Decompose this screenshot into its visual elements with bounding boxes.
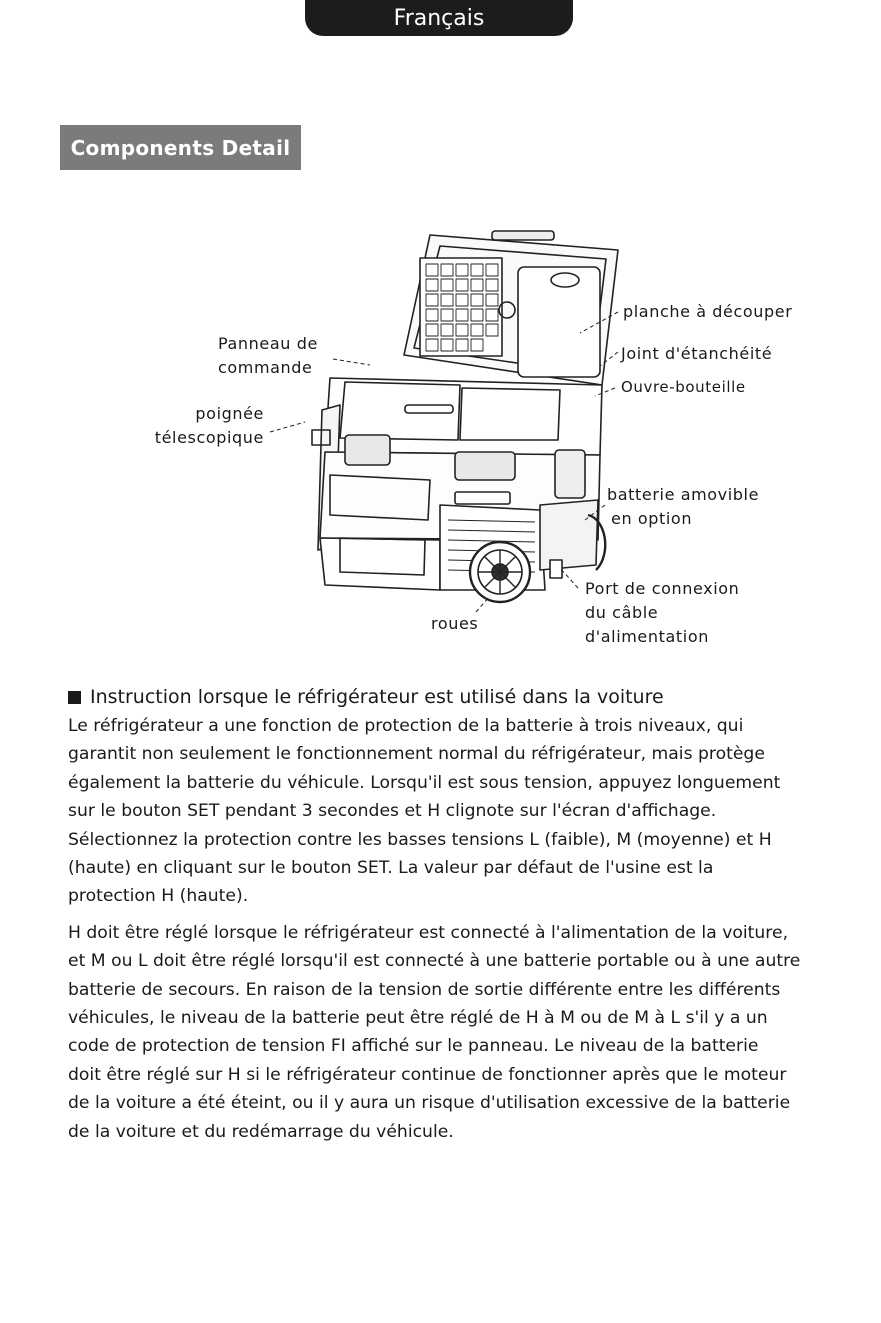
lid [404, 231, 618, 385]
label-port-1: Port de connexion [585, 579, 740, 598]
language-tab: Français [305, 0, 573, 36]
label-seal: Joint d'étanchéité [621, 344, 773, 363]
section-title: Components Detail [60, 125, 301, 170]
instruction-paragraph-1: Le réfrigérateur a une fonction de protection de la batterie à trois niveaux, qui garantit non seulement le fonctionnement normal du réfrigérateur, mais protège également la batterie du véhicule. Lorsqu'il est sous tension, appuyez longuement sur le bouton SET pendant 3 secondes et H clignote sur l'écran d'affichage. Sélectionnez la protection contre les basses tensions L (faible), M (moyenne) et H (haute) en cliquant sur le bouton SET. La valeur par défaut de l'usine est la protection H (haute). [68, 716, 781, 907]
label-control-panel-2: commande [218, 358, 313, 377]
cutting-board-shape [518, 267, 600, 377]
instruction-heading [68, 686, 868, 708]
instruction-heading-text: Instruction lorsque le réfrigérateur est utilisé dans la voiture [90, 686, 664, 708]
label-cutting-board: planche à découper [623, 302, 793, 321]
instruction-section [68, 686, 868, 1146]
label-handle-2: télescopique [154, 428, 264, 447]
label-bottle-opener: Ouvre-bouteille [621, 378, 746, 396]
instruction-paragraph-2: H doit être réglé lorsque le réfrigérateur est connecté à l'alimentation de la voiture, et M ou L doit être réglé lorsqu'il est connecté à une batterie portable ou à une autre batterie de secours. En raison de la tension de sortie différente entre les différents véhicules, le niveau de la batterie peut être réglé de H à M ou de M à L s'il y a un code de protection de tension FI affiché sur le panneau. Le niveau de la batterie doit être réglé sur H si le réfrigérateur continue de fonctionner après que le moteur de la voiture a été éteint, ou il y aura un risque d'utilisation excessive de la batterie de la voiture et du redémarrage du véhicule. [68, 922, 801, 1142]
label-port-3: d'alimentation [585, 627, 709, 646]
label-battery-2: en option [611, 509, 693, 528]
label-handle-1: poignée [195, 404, 264, 423]
label-control-panel-1: Panneau de [218, 334, 318, 353]
body [312, 378, 602, 590]
label-port-2: du câble [585, 603, 659, 622]
square-bullet-icon [68, 691, 81, 704]
label-wheels: roues [431, 614, 479, 633]
label-battery-1: batterie amovible [607, 485, 760, 504]
